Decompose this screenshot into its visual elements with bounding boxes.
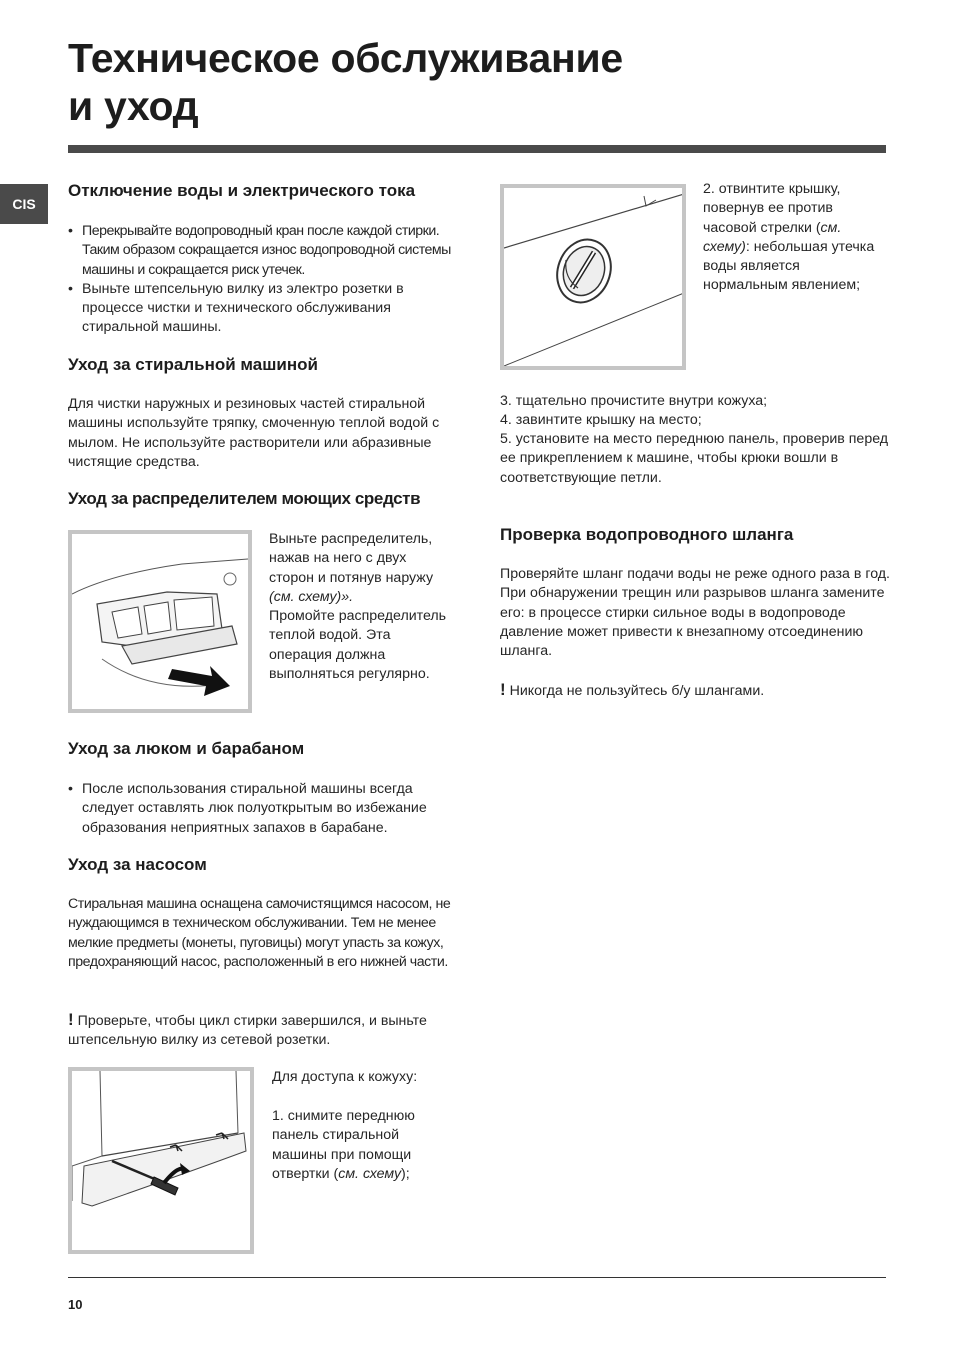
list-item: • После использования стиральной машины всегда следует оставлять люк полуоткрытым во избежание образования неприятных запахов в барабане. <box>68 780 458 838</box>
step-2: 2. отвинтите крышку, повернув ее против часовой стрелки (см. схему): небольшая утечка воды является нормальным явлением; <box>703 181 875 294</box>
page-title-line-2: и уход <box>68 83 199 129</box>
machine-care-heading: Уход за стиральной машиной <box>68 355 318 374</box>
hose-text: Проверяйте шланг подачи воды не реже одного раза в год. При обнаружении трещин или разрывов шланга замените его: в процессе стирки сильное воды в водопроводе давление может привести к внезапному отсоединению шланга. <box>500 566 890 660</box>
water-power-list <box>68 222 458 338</box>
step-1: 1. снимите переднюю панель стиральной машины при помощи отвертки (см. схему); <box>272 1108 415 1182</box>
dispenser-illustration <box>72 534 248 709</box>
door-drum-heading: Уход за люком и барабаном <box>68 739 305 758</box>
front-panel-figure <box>68 1067 254 1254</box>
hose-warning: ! Никогда не пользуйтесь б/у шлангами. <box>500 680 765 699</box>
list-item: • Выньте штепсельную вилку из электро розетки в процессе чистки и технического обслуживания стиральной машины. <box>68 280 458 338</box>
hose-heading: Проверка водопроводного шланга <box>500 525 794 544</box>
water-power-heading: Отключение воды и электрического тока <box>68 181 416 200</box>
pump-cover-figure <box>500 184 686 370</box>
page-number: 10 <box>68 1297 83 1312</box>
dispenser-figure <box>68 530 252 713</box>
warning-mark: ! <box>68 1010 74 1029</box>
pump-cover-illustration <box>504 188 682 366</box>
access-intro: Для доступа к кожуху: <box>272 1069 418 1085</box>
step-5: 5. установите на место переднюю панель, проверив перед ее прикреплением к машине, чтобы крюки вошли в соответствующие петли. <box>500 431 889 486</box>
step-4: 4. завинтите крышку на место; <box>500 412 702 428</box>
warning-mark: ! <box>500 680 506 699</box>
page-title-line-1: Техническое обслуживание <box>68 35 623 81</box>
pump-heading: Уход за насосом <box>68 855 207 874</box>
page-title <box>68 34 888 130</box>
dispenser-heading: Уход за распределителем моющих средств <box>68 489 421 508</box>
machine-care-text: Для чистки наружных и резиновых частей стиральной машины используйте тряпку, смоченную теплой водой с мылом. Не используйте растворители или абразивные чистящие средства. <box>68 396 440 470</box>
dispenser-text: Выньте распределитель, нажав на него с двух сторон и потянув наружу (см. схему)». Промойте распределитель теплой водой. Эта операция должна выполняться регулярно. <box>269 531 447 683</box>
pump-text: Стиральная машина оснащена самочистящимся насосом, не нуждающимся в техническом обслуживании. Тем не менее мелкие предметы (монеты, пуговицы) могут упасть за кожух, предохраняющий насос, расположенный в его нижней части. <box>68 896 451 970</box>
door-drum-list <box>68 780 458 838</box>
front-panel-illustration <box>72 1071 250 1250</box>
list-item: • Перекрывайте водопроводный кран после каждой стирки. Таким образом сокращается износ водопроводной системы машины и сокращается риск утечек. <box>68 222 458 280</box>
title-rule <box>68 145 886 153</box>
language-tab: CIS <box>0 184 48 224</box>
footer-rule <box>68 1277 886 1278</box>
pump-warning: ! Проверьте, чтобы цикл стирки завершился, и выньте штепсельную вилку из сетевой розетки. <box>68 1010 427 1049</box>
step-3: 3. тщательно прочистите внутри кожуха; <box>500 393 768 409</box>
